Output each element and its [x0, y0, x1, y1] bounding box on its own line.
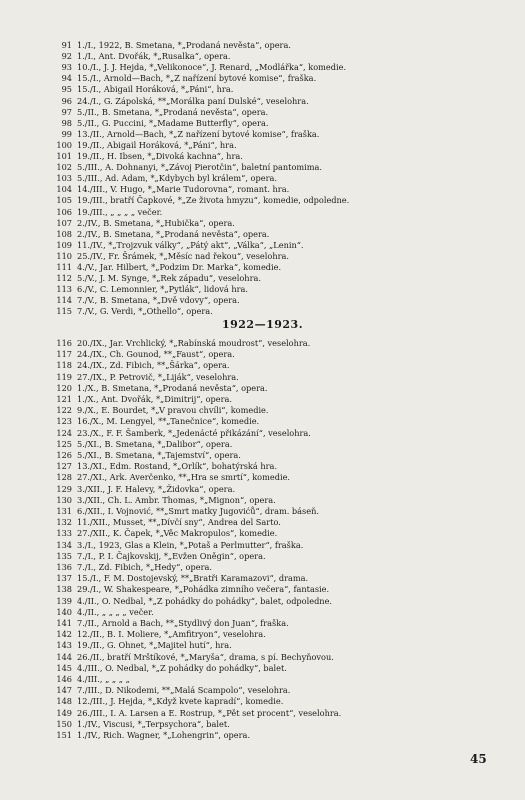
- entry-text: 4./II., O. Nedbal, *„Z pohádky do pohádky“, balet, odpoledne.: [77, 595, 333, 606]
- entry-text: 1./X., B. Smetana, *„Prodaná nevěsta“, opera.: [77, 382, 268, 393]
- entry-number: 150: [56, 718, 72, 729]
- entry-number: 104: [56, 184, 72, 195]
- entry-number: 133: [56, 528, 72, 539]
- entry-number: 139: [56, 595, 72, 606]
- entry-text: 16./X., M. Lengyel, **„Tanečnice“, komedie.: [77, 416, 260, 427]
- entry-text: 5./III., Ad. Adam, *„Kdybych byl králem“, opera.: [77, 173, 277, 184]
- entry-text: 1./X., Ant. Dvořák, *„Dimitrij“, opera.: [77, 394, 233, 404]
- entry-text: 7./III., D. Nikodemi, **„Malá Scampolo“, veselohra.: [77, 685, 291, 696]
- entry-number: 132: [56, 517, 72, 528]
- entry-number: 146: [56, 674, 72, 684]
- entry-number: 105: [56, 195, 72, 206]
- entry-number: 93: [61, 62, 72, 73]
- entry-text: 29./I., W. Shakespeare, *„Pohádka zimního večera“, fantasie.: [77, 584, 330, 595]
- entry-number: 142: [56, 629, 72, 640]
- entry-number: 134: [56, 539, 72, 550]
- entry-text: 23./X., F. F. Šamberk, *„Jedenácté přikázání“, veselohra.: [77, 427, 311, 438]
- entry-text: 9./X., E. Bourdet, *„V pravou chvíli“, komedie.: [77, 405, 269, 416]
- entry-number: 138: [56, 584, 72, 595]
- entry-text: 3./I., 1923, Glas a Klein, *„Potaš a Perlmutter“, fraška.: [77, 539, 304, 550]
- entry-number: 94: [61, 73, 72, 84]
- entry-number: 127: [56, 461, 72, 472]
- entry-text: 3./XII., J. F. Halevy, *„Židovka“, opera.: [77, 483, 236, 494]
- entry-text: 12./II., B. I. Moliere, *„Amfitryon“, veselohra.: [77, 629, 266, 640]
- entry-text: 7./II., Arnold a Bach, **„Stydlivý don Juan“, fraška.: [77, 618, 289, 628]
- entry-number: 131: [56, 506, 72, 516]
- entry-text: 5./V., J. M. Synge, *„Rek západu“, veselohra.: [77, 273, 261, 284]
- entry-number: 101: [56, 151, 72, 161]
- entry-number: 116: [56, 338, 72, 348]
- entry-number: 95: [61, 84, 72, 95]
- entry-number: 129: [56, 483, 72, 494]
- entry-text: 2./IV., B. Smetana, *„Prodaná nevěsta“, opera.: [77, 228, 270, 239]
- entry-number: 106: [56, 206, 72, 217]
- entry-text: 27./XI., Ark. Averčenko, **„Hra se smrtí“, komedie.: [77, 472, 291, 483]
- entry-number: 140: [56, 606, 72, 617]
- entry-number: 130: [56, 494, 72, 505]
- entry-text: 4./III., O. Nedbal, *„Z pohádky do pohádky“, balet.: [77, 662, 287, 673]
- entry-text: 19./II., Abigail Horáková, *„Páni“, hra.: [77, 139, 237, 150]
- entry-number: 112: [56, 273, 72, 284]
- entry-text: 19./II., H. Ibsen, *„Divoká kachna“, hra.: [77, 151, 243, 161]
- entry-text: 13./II., Arnold—Bach, *„Z nařízení bytové komise“, fraška.: [77, 128, 320, 139]
- entry-text: 7./I., P. I. Čajkovskij, *„Evžen Oněgin“, opera.: [77, 550, 266, 561]
- entry-text: 24./IX., Ch. Gounod, **„Faust“, opera.: [77, 349, 235, 360]
- entry-number: 121: [56, 394, 72, 404]
- entry-text: 19./III., bratří Čapkové, *„Ze života hmyzu“, komedie, odpoledne.: [77, 195, 350, 206]
- entry-text: 1./I., Ant. Dvořák, *„Rusalka“, opera.: [77, 51, 231, 62]
- entry-number: 128: [56, 472, 72, 483]
- entry-text: 5./III., A. Dohnanyi, *„Závoj Pierotčin“, baletní pantomima.: [77, 162, 323, 173]
- entry-number: 113: [56, 284, 72, 295]
- entry-text: 14./III., V. Hugo, *„Marie Tudorovna“, romant. hra.: [77, 184, 290, 195]
- entry-text: 5./XI., B. Smetana, *„Tajemství“, opera.: [77, 450, 241, 460]
- entry-number: 125: [56, 438, 72, 449]
- entry-number: 120: [56, 382, 72, 393]
- entry-number: 108: [56, 228, 72, 239]
- entry-number: 98: [61, 117, 72, 128]
- entry-text: 15./I., Arnold—Bach, *„Z nařízení bytové komise“, fraška.: [77, 73, 317, 84]
- entry-text: 5./XI., B. Smetana, *„Dalibor“, opera.: [77, 438, 233, 449]
- entry-number: 118: [56, 360, 72, 371]
- entry-text: 15./I., F. M. Dostojevský, **„Bratři Karamazovi“, drama.: [77, 573, 309, 584]
- entry-text: 24./IX., Zd. Fibich, **„Šárka“, opera.: [77, 360, 230, 371]
- page-number: 45: [470, 752, 487, 766]
- entry-number: 124: [56, 427, 72, 438]
- entry-number: 148: [56, 696, 72, 707]
- entry-number: 122: [56, 405, 72, 416]
- entry-text: 7./I., Zd. Fibich, *„Hedy“, opera.: [77, 562, 212, 572]
- entry-text: 26./II., bratří Mrštíkové, *„Maryša“, drama, s pí. Bechyňovou.: [77, 651, 334, 662]
- entry-text: 25./IV., Fr. Šrámek, *„Měsíc nad řekou“, veselohra.: [77, 250, 289, 261]
- entry-number: 97: [61, 106, 72, 117]
- entry-text: 27./IX., P. Petrovič, *„Liják“, veselohra.: [77, 371, 239, 382]
- entry-number: 135: [56, 550, 72, 561]
- entry-text: 11./IV., *„Trojzvuk války“, „Pátý akt“, „Válka“, „Lenin“.: [77, 239, 304, 250]
- entry-text: 4./III., „ „ „ „: [77, 674, 130, 684]
- entry-number: 144: [56, 651, 72, 662]
- entry-number: 92: [61, 51, 72, 62]
- entry-text: 7./V., B. Smetana, *„Dvě vdovy“, opera.: [77, 295, 240, 306]
- entry-number: 145: [56, 662, 72, 673]
- entry-number: 143: [56, 640, 72, 651]
- entry-text: 20./IX., Jar. Vrchlický, *„Rabínská moudrost“, veselohra.: [77, 338, 311, 348]
- entry-text: 4./V., Jar. Hilbert, *„Podzim Dr. Marka“, komedie.: [77, 262, 282, 272]
- entry-text: 5./II., G. Puccini, *„Madame Butterfly“, opera.: [77, 117, 269, 128]
- entry-number: 100: [56, 139, 72, 150]
- entry-text: 6./V., C. Lemonnier, *„Pytlák“, lidová hra.: [77, 284, 249, 295]
- entry-text: 2./IV., B. Smetana, *„Hubička“, opera.: [77, 217, 235, 228]
- entry-number: 149: [56, 707, 72, 718]
- entry-number: 109: [56, 239, 72, 250]
- entry-text: 6./XII., I. Vojnović, **„Smrt matky Jugovićů“, dram. báseň.: [77, 506, 319, 516]
- entry-number: 123: [56, 416, 72, 427]
- entry-number: 137: [56, 573, 72, 584]
- entry-number: 102: [56, 162, 72, 173]
- entry-text: 27./XII., K. Čapek, *„Věc Makropulos“, komedie.: [77, 528, 278, 539]
- entry-number: 96: [61, 95, 72, 106]
- entry-text: 26./III., I. A. Larsen a E. Rostrup, *„Pět set procent“, veselohra.: [77, 707, 342, 718]
- entry-number: 111: [56, 262, 72, 272]
- entry-text: 1./IV., Viscusi, *„Terpsychora“, balet.: [77, 718, 230, 729]
- entry-number: 151: [56, 730, 72, 740]
- entry-text: 24./I., G. Zápolská, **„Morálka paní Dulské“, veselohra.: [77, 95, 309, 106]
- entry-number: 115: [56, 306, 72, 317]
- entry-text: 1./I., 1922, B. Smetana, *„Prodaná nevěsta“, opera.: [77, 40, 291, 50]
- entry-text: 15./I., Abigail Horáková, *„Páni“, hra.: [77, 84, 234, 95]
- entry-number: 126: [56, 450, 72, 460]
- entry-number: 91: [61, 40, 72, 50]
- entry-text: 19./III., „ „ „ „ večer.: [77, 206, 163, 217]
- entry-number: 147: [56, 685, 72, 696]
- entry-number: 117: [56, 349, 72, 360]
- entry-number: 136: [56, 562, 72, 572]
- entry-number: 110: [56, 250, 72, 261]
- entry-number: 141: [56, 618, 72, 628]
- entry-number: 103: [56, 173, 72, 184]
- entry-number: 107: [56, 217, 72, 228]
- entry-text: 1./IV., Rich. Wagner, *„Lohengrin“, opera.: [77, 730, 251, 740]
- entry-number: 114: [56, 295, 72, 306]
- entry-text: 4./II., „ „ „ „ večer.: [77, 606, 154, 617]
- entry-text: 11./XII., Musset, **„Dívčí sny“, Andrea del Sarto.: [77, 517, 281, 528]
- entry-text: 7./V., G. Verdi, *„Othello“, opera.: [77, 306, 213, 317]
- entry-text: 13./XI., Edm. Rostand, *„Orlík“, bohatýrská hra.: [77, 461, 278, 472]
- entry-text: 12./III., J. Hejda, *„Když kvete kapradí“, komedie.: [77, 696, 284, 707]
- entry-number: 99: [61, 128, 72, 139]
- entry-text: 10./I., J. J. Hejda, *„Velikonoce“, J. Renard, „Modlářka“, komedie.: [77, 62, 347, 73]
- entry-number: 119: [56, 371, 72, 382]
- entry-text: 19./II., G. Ohnet, *„Majitel hutí“, hra.: [77, 640, 232, 651]
- season-heading: 1922—1923.: [221, 318, 304, 331]
- entry-text: 3./XII., Ch. L. Ambr. Thomas, *„Mignon“, opera.: [77, 494, 276, 505]
- entry-text: 5./II., B. Smetana, *„Prodaná nevěsta“, opera.: [77, 106, 269, 117]
